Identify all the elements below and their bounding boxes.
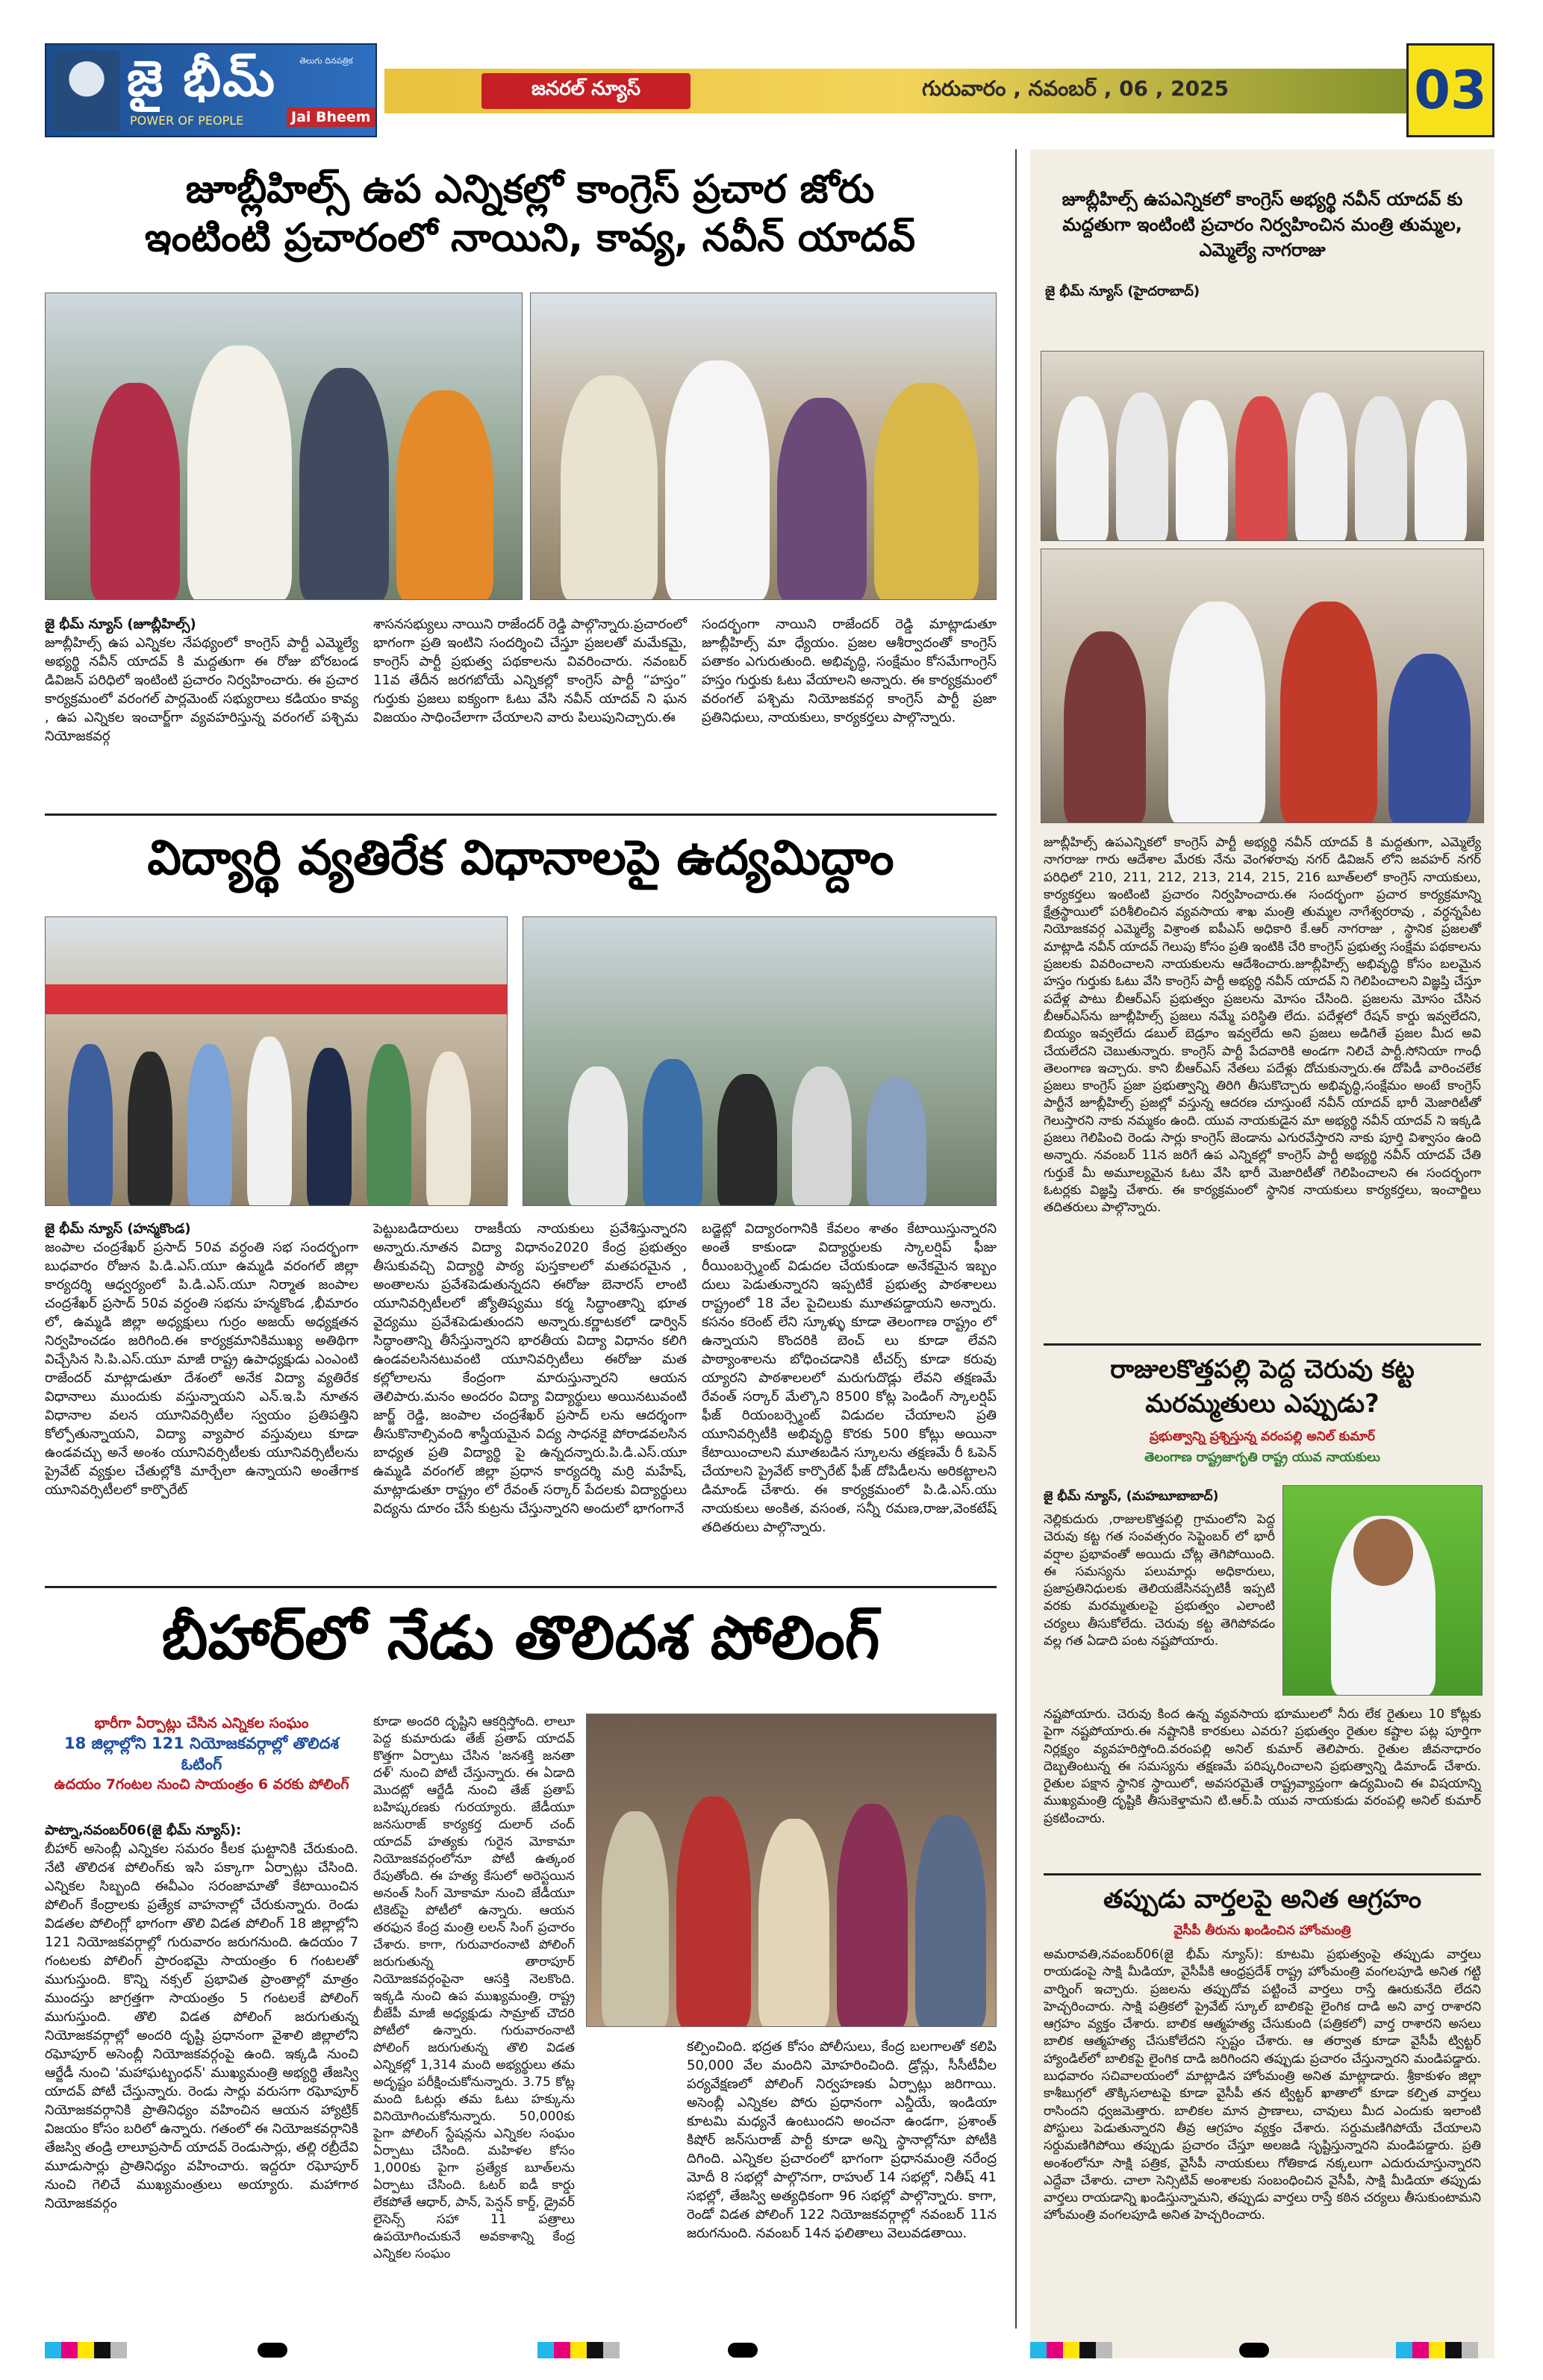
story1-dateline: జై భీమ్ న్యూస్ (జూబ్లీహిల్స్) bbox=[45, 616, 196, 632]
color-registration-bar bbox=[1030, 2342, 1112, 2358]
story1-column-2: శాసనసభ్యులు నాయిని రాజేందర్ రెడ్డి పాల్గొన్నారు.ప్రచారంలో భాగంగా ప్రతి ఇంటిని సందర్శించి చేస్తూ ప్రజలతో మమేకమై, కాంగ్రెస్ పార్టీ ప్రభుత్వ పథకాలను వివరించారు. నవంబర్ 11వ తేదీన జరగబోయే ఎన్నికల్లో కాంగ్రెస్ పార్టీ “హస్తం” గుర్తుకు ప్రజలు ఐక్యంగా ఓటు వేసి నవీన్ యాదవ్ ని ఘన విజయం సాధించేలాగా చేయాలని వారు పిలుపునిచ్చారు.ఈ bbox=[373, 616, 687, 725]
logo-brand: Jai Bheem bbox=[287, 107, 375, 127]
story3-text-1: బీహార్ అసెంబ్లీ ఎన్నికల సమరం కీలక ఘట్టానికి చేరుకుంది. నేటి తొలిదశ పోలింగ్‌కు ఇసి పక్కాగా ఏర్పాట్లు చేసింది. ఎన్నికల సిబ్బంది ఈవీఎం సరంజామాతో కేటాయించిన పోలింగ్ కేంద్రాలకు ప్రత్యేక వాహనాల్లో చేరుకున్నారు. రెండు విడతల పోలింగ్లో భాగంగా తొలి విడత పోలింగ్ 18 జిల్లాల్లోని 121 నియోజకవర్గాల్లో గురువారం జరుగనుంది. ఉదయం 7 గంటలకు పోలింగ్ ప్రారంభమై సాయంత్రం 6 గంటలతో ముగుస్తుంది. కొన్ని నక్సల్ ప్రభావిత ప్రాంతాల్లో మాత్రం ముందస్తు జాగ్రత్తగా సాయంత్రం 5 గంటలకే పోలింగ్ ముగుస్తుంది. తొలి విడత పోలింగ్ జరుగుతున్న నియోజకవర్గాల్లో అందరి దృష్టి ప్రధానంగా వైశాలి జిల్లాలోని రఘోపూర్ అసెంబ్లీ నియోజకవర్గంపై ఉంది. ఇక్కడి నుంచి ఆర్జేడీ నుంచి 'మహాఘట్బంధన్' ముఖ్యమంత్రి అభ్యర్థి తేజస్వి యాదవ్ పోటీ చేస్తున్నారు. రెండు సార్లు వరుసగా రఘోపూర్ నియోజకవర్గానికి ప్రాతినిధ్యం వహించిన ఆయన హ్యాట్రిక్ విజయం కోసం బరిలో ఉన్నారు. గతంలో ఈ నియోజకవర్గానికి తేజస్వి తండ్రి లాలూప్రసాద్ యాదవ్ రెండుసార్లు, తల్లి రబ్రీదేవి మూడుసార్లు ప్రాతినిధ్యం వహించారు. ఇద్దరూ రఘోపూర్ నుంచి గెలిచే ముఖ్యమంత్రులు అయ్యారు. మహాగాఠ నియోజకవర్గం bbox=[45, 1841, 358, 2211]
story3-column-3: కల్పించింది. భద్రత కోసం పోలీసులు, కేంద్ర బలగాలతో కలిపి 50,000 వేల మందిని మోహరించింది. డ్రోన్లు, సీసీటీవీల పర్యవేక్షణలో పోలింగ్ నిర్వహణకు ఏర్పాట్లు జరిగాయి. అసెంబ్లీ ఎన్నికల పోరు ప్రధానంగా ఎన్డీయే, ఇండియా కూటమి మధ్యనే ఉంటుందని అంచనా ఉండగా, ప్రశాంత్ కిషోర్ జన్‌సురాజ్ పార్టీ కూడా అన్ని స్థానాల్లోనూ పోటీకి దిగింది. ఎన్నికల ప్రచారంలో భాగంగా ప్రధానమంత్రి నరేంద్ర మోదీ 8 సభల్లో పాల్గొనగా, రాహుల్ 14 సభల్లో, నితీష్ 41 సభల్లో, తేజస్వి అత్యధికంగా 96 సభల్లో పాల్గొన్నారు. కాగా, రెండో విడత పోలింగ్ 122 నియోజకవర్గాల్లో నవంబర్ 11న జరుగనుంది. నవంబర్ 14న ఫలితాలు వెలువడతాయి. bbox=[687, 2039, 997, 2241]
sidebar-story2-dateline: జై భీమ్ న్యూస్, (మహబూబాబాద్) bbox=[1044, 1489, 1219, 1504]
color-registration-bar bbox=[537, 2342, 620, 2358]
page-number: 03 bbox=[1406, 43, 1494, 137]
story3-subhead-1: భారీగా ఏర్పాట్లు చేసిన ఎన్నికల సంఘం bbox=[94, 1715, 309, 1731]
logo-tagline: POWER OF PEOPLE bbox=[130, 113, 244, 128]
story3-dateline: పాట్నా,నవంబర్06(జై భీమ్ న్యూస్): bbox=[45, 1823, 242, 1838]
sidebar-story2-headline: రాజులకొత్తపల్లి పెద్ద చెరువు కట్ట మరమ్మతులు ఎప్పుడు? bbox=[1110, 1355, 1415, 1419]
story2-photo-left bbox=[45, 916, 508, 1206]
sidebar-body: జూబ్లీహిల్స్ ఉపఎన్నికలో కాంగ్రెస్ పార్టీ అభ్యర్థి నవీన్ యాదవ్ కి మద్దతుగా, ఎమ్మెల్యే నాగరాజు గారు ఆదేశాల మేరకు నేను వెంగళరావు నగర్ డివిజన్ లోని జవహర్ నగర్ పరిధిలో 210, 211, 212, 213, 214, 215, 216 బూత్‌లలో కాంగ్రెస్ నాయకులు, కార్యకర్తలు ఇంటింటి ప్రచారం నిర్వహించారు.ఈ సందర్భంగా ప్రచార కార్యక్రమాన్ని క్షేత్రస్థాయిలో పరిశీలించిన వ్యవసాయ శాఖ మంత్రి తుమ్మల నాగేశ్వరరావు , వర్ధన్నపేట నియోజకవర్గ ఎమ్మెల్యే విశ్రాంత ఐపీఎస్ అధికారి కే.ఆర్ నాగరాజు , స్థానిక ప్రజలతో మాట్లాడి నవీన్ యాదవ్ గెలుపు కోసం ప్రతి ఇంటికి చేరి కాంగ్రెస్ ప్రభుత్వ సంక్షేమ పథకాలను ప్రజలకు వివరించాలని నాయకులను ఆదేశించారు.జూబ్లీహిల్స్ అభివృద్ధి కోసం బలమైన హస్తం గుర్తుకు ఓటు వేసి కాంగ్రెస్ పార్టీ అభ్యర్థి నవీన్ యాదవ్ ని గెలిపించాలని విజ్ఞప్తి చేస్తూ పదేళ్ల పాటు బీఆర్ఎస్ ప్రభుత్వం ప్రజలను మోసం చేసింది. ప్రజలను మోసం చేసిన బీఆర్ఎస్‌ను జూబ్లీహిల్స్ ప్రజలు నమ్మే పరిస్థితి లేదు. పదేళ్లలో రేషన్ కార్డు ఇవ్వలేదని, బియ్యం ఇవ్వలేదు డబుల్ బెడ్రూం ఇవ్వలేదు అని ప్రజలు అడిగితే ప్రజల మీద అవి చేయలేదని చెబుతున్నారు. కాంగ్రెస్ పార్టీ పేదవారికి అండగా నిలిచే పార్టీ.సోనియా గాంధీ తెలంగాణ ఇచ్చారు. కాని బీఆర్ఎస్ నేతలు పదేళ్లు దోచుకున్నారు.ఈ దోపిడీ వారించలేక ప్రజలు కాంగ్రెస్ ప్రజా ప్రభుత్వాన్ని తిరిగి తీసుకొచ్చారు అభివృద్ధి,సంక్షేమం అంటే కాంగ్రెస్ పార్టీనే జూబ్లీహిల్స్ ప్రజల్లో వస్తున్న ఆదరణ చూస్తుంటే నవీన్ యాదవ్ భారీ మెజారిటీతో గెలుస్తారని నాకు నమ్మకం ఉంది. యువ నాయకుడైన మా అభ్యర్థి నవీన్ యాదవ్ ని ఇక్కడి ప్రజలు గెలిపించి రెండు సార్లు కాంగ్రెస్ జెండాను ఎగురవేస్తారని నాకు పూర్తి విశ్వాసం ఉంది అన్నారు. నవంబర్ 11న జరిగే ఉప ఎన్నికల్లో కాంగ్రెస్ పార్టీ అభ్యర్థి నవీన్ యాదవ్ చేతి గుర్తుకే మీ అమూల్యమైన ఓటు వేసి భారీ మెజారిటీతో గెలిపించాలని ఈ సందర్భంగా ఓటర్లకు విజ్ఞప్తి చేశారు. ఈ కార్యక్రమంలో స్థానిక నాయకులు కార్యకర్తలు, ఇంచార్జిలు తదితరులు పాల్గొన్నారు. bbox=[1044, 835, 1481, 1216]
story2-dateline: జై భీమ్ న్యూస్ (హన్మకొండ) bbox=[45, 1221, 191, 1237]
newspaper-logo bbox=[45, 43, 377, 137]
story2-headline: విద్యార్థి వ్యతిరేక విధానాలపై ఉద్యమిద్దాం bbox=[147, 831, 894, 886]
sidebar-headline: జూబ్లీహిల్స్ ఉపఎన్నికలో కాంగ్రెస్ అభ్యర్థి నవీన్ యాదవ్ కు మద్దతుగా ఇంటింటి ప్రచారం నిర్వహించిన మంత్రి తుమ్మల, ఎమ్మెల్యే నాగరాజు bbox=[1062, 189, 1463, 260]
story3-column-2: కూడా అందరి దృష్టిని ఆకర్షిస్తోంది. లాలూ పెద్ద కుమారుడు తేజ్ ప్రతాప్ యాదవ్ కొత్తగా ఏర్పాటు చేసిన 'జనశక్తి జనతా దళ్' నుంచి పోటీ చేస్తున్నారు. ఈ ఏడాది మొదట్లో ఆర్జేడీ నుంచి తేజ్ ప్రతాప్ బహిష్కరణకు గురయ్యారు. జేడీయూ జనసురాజ్ కార్యకర్త దులార్ చంద్ యాదవ్ హత్యకు గురైన మోకామా నియోజకవర్గంలోనూ పోటీ ఉత్కంఠ రేపుతోంది. ఈ హత్య కేసులో అరెస్టయిన అనంత్ సింగ్ మోకామా నుంచి జేడీయూ టికెట్‌పై పోటీలో ఉన్నారు. ఆయన తరఫున కేంద్ర మంత్రి లలన్ సింగ్ ప్రచారం చేశారు. కాగా, గురువారంనాటి పోలింగ్ జరుగుతున్న తారాపూర్ నియోజకవర్గంపైనా ఆసక్తి నెలకొంది. ఇక్కడి నుంచి ఉప ముఖ్యమంత్రి, రాష్ట్ర బీజేపీ మాజీ అధ్యక్షుడు సామ్రాట్ చౌదరి పోటీలో ఉన్నారు. గురువారంనాటి పోలింగ్ జరుగుతున్న తొలి విడత ఎన్నికల్లో 1,314 మంది అభ్యర్థులు తమ అదృష్టం పరీక్షించుకోనున్నారు. 3.75 కోట్ల మంది ఓటర్లు తమ ఓటు హక్కును వినియోగించుకోనున్నారు. 50,000కు పైగా పోలింగ్ స్టేషన్లను ఎన్నికల సంఘం ఏర్పాటు చేసింది. మహిళల కోసం 1,000కు పైగా ప్రత్యేక బూత్‌లను ఏర్పాటు చేసింది. ఓటర్ ఐడీ కార్డు లేకపోతే ఆధార్, పాన్, పెన్షన్ కార్డ్, డ్రైవర్ లైసెన్స్ సహా 11 పత్రాలు ఉపయోగించుకునే అవకాశాన్ని కేంద్ర ఎన్నికల సంఘం bbox=[373, 1714, 575, 2261]
story3-subheads bbox=[45, 1714, 358, 1794]
story2-column-2: పెట్టుబడిదారులు రాజకీయ నాయకులు ప్రవేశిస్తున్నారని అన్నారు.నూతన విద్యా విధానం2020 కేంద్ర ప్రభుత్వం తీసుకువచ్చి విద్యార్థి పాఠ్య పుస్తకాలలో మతపరమైన , అంతాలను ప్రవేశపెడుతున్నదని ఈరోజు బెనారస్ లాంటి యూనివర్సిటీలలో జ్యోతిష్యము కర్మ సిద్ధాంతాన్ని భూత వైద్యము ప్రవేశపెడుతుందని అన్నారు.కర్ణాటకలో డార్విన్ సిద్ధాంతాన్ని తీసేస్తున్నారని భారతీయ విద్యా విధానం కలిగి ఉండవలసినటువంటి యూనివర్సిటీలు ఈరోజు మత కల్లోలాలను కేంద్రంగా మారుస్తున్నారని ఆయన తెలిపారు.మనం అందరం విద్యా విద్యార్థులు అయినటువంటి జార్జ్ రెడ్డి, జంపాల చంద్రశేఖర్ ప్రసాద్ లను ఆదర్శంగా తీసుకొనాల్సివంది శాస్త్రీయమైన విద్య సాధనకై పోరాడవలసిన బాధ్యత ప్రతి విద్యార్థి పై ఉన్నదన్నారు.పి.డి.ఎస్.యూ ఉమ్మడి వరంగల్ జిల్లా ప్రధాన కార్యదర్శి మర్రి మహేష్, మాట్లాడుతూ రాష్ట్రం లో రేవంత్ సర్కార్ పేదలకు విద్యార్థులు విద్యను దూరం చేసే కుట్రను చేస్తున్నారని అందులో భాగంగానే bbox=[373, 1221, 687, 1517]
sidebar-story2-column-2: నష్టపోయారు. చెరువు కింద ఉన్న వ్యవసాయ భూములలో నీరు లేక రైతులు 10 కోట్లకు పైగా నష్టపోయారు.ఈ నష్టానికి కారకులు ఎవరు? ప్రభుత్వం రైతుల కష్టాల పట్ల పూర్తిగా నిర్లక్ష్యం వ్యవహరిస్తోంది.వరంపల్లి అనిల్ కుమార్ తెలిపారు. రైతుల జీవనాధారం దెబ్బతింటున్న ఈ సమస్యను తక్షణమే పరిష్కరించాలని ప్రభుత్వాన్ని డిమాండ్ చేశారు. రైతుల పక్షాన స్థానిక స్థాయిలో, అవసరమైతే రాష్ట్రవ్యాప్తంగా ఉద్యమించి ఈ విషయాన్ని ముఖ్యమంత్రి దృష్టికి తీసుకెళ్తామని టి.ఆర్.పి యువ నాయకుడు వరంపల్లి అనిల్ కుమార్ ప్రకటించారు. bbox=[1044, 1707, 1481, 1826]
story2-column-3: బడ్జెట్లో విద్యారంగానికి కేవలం శాతం కేటాయిస్తున్నారని అంతే కాకుండా విద్యార్థులకు స్కాలర్షిప్ ఫీజు రీయింబర్స్మెంట్ విడుదల చేయకుండా అనేకమైన ఇబ్బం దులు పెడుతున్నారని ఇప్పటికే ప్రభుత్వ పాఠశాలలు రాష్ట్రంలో 18 వేల పైచిలుకు మూతపడ్డాయని అన్నారు. కసనం కరెంట్ లేని స్కూళ్ళు కూడా తెలంగాణ రాష్ట్రం లో ఉన్నాయని కొందరికి బెంచ్ లు కూడా లేవని పాఠ్యాంశాలను బోధించడానికి టీచర్స్ కూడా కరువు య్యారని పాఠశాలలలో మరుగుదొడ్లు లేవని తక్షణమే రేవంత్ సర్కార్ మేల్కొని 8500 కోట్ల పెండింగ్ స్కాలర్షిప్ ఫీజ్ రియంబర్స్మెంట్ విడుదల చేయాలని ప్రతి యూనివర్సిటీకి అభివృద్ధి కొరకు 500 కోట్లు అయినా కేటాయించాలని మూతబడిన స్కూలను తక్షణమే రీ ఓపెన్ చేయాలని ప్రైవేట్ కార్పొరేట్ ఫీజ్ దోపిడీలను అరికట్టాలని డిమాండ్ చేశారు. ఈ కార్యక్రమంలో పి.డి.ఎస్.యు నాయకులు అంకిత, వసంత, సన్నీ రమణ,రాజు,వెంకటేష్ తదితరులు పాల్గొన్నారు. bbox=[702, 1221, 997, 1535]
sidebar-story3-headline: తప్పుడు వార్తలపై అనిత ఆగ్రహం bbox=[1103, 1884, 1421, 1914]
masthead-band bbox=[384, 69, 1430, 113]
sidebar-story3-subhead: వైసీపీ తీరును ఖండించిన హోంమంత్రి bbox=[1173, 1923, 1351, 1938]
registration-mark bbox=[258, 2343, 287, 2358]
color-registration-bar bbox=[1396, 2342, 1478, 2358]
story3-subhead-3: ఉదయం 7గంటల నుంచి సాయంత్రం 6 వరకు పోలింగ్ bbox=[54, 1776, 349, 1793]
divider bbox=[45, 1586, 997, 1588]
divider bbox=[1044, 1873, 1481, 1875]
story1-text-1: జూబ్లీహిల్స్ ఉప ఎన్నికల నేపథ్యంలో కాంగ్రెస్ పార్టీ ఎమ్మెల్యే అభ్యర్థి నవీన్ యాదవ్ కి మద్దతుగా ఈ రోజు బోరబండ డివిజన్ పరిధిలో ఇంటింటి ప్రచారం నిర్వహించారు. ఈ ప్రచార కార్యక్రమంలో వరంగల్ పార్లమెంట్ సభ్యురాలు కడియం కావ్య , ఉప ఎన్నికల ఇంచార్జ్‌గా వ్యవహరిస్తున్న వరంగల్ పశ్చిమ నియోజకవర్గ bbox=[45, 635, 358, 744]
divider bbox=[45, 813, 997, 816]
story1-photo-right bbox=[530, 293, 997, 600]
sidebar-story2-column-1: నెల్లికుదురు ,రాజులకొత్తపల్లి గ్రామంలోని పెద్ద చెరువు కట్ట గత సంవత్సరం సెప్టెంబర్ లో భారీ వర్షాల ప్రభావంతో అయిదు చోట్ల తెగిపోయింది. ఈ సమస్యను పలుమార్లు అధికారులు, ప్రజాప్రతినిధులకు తెలియజేసినప్పటికీ ఇప్పటి వరకు మరమ్మతులపై ప్రభుత్వం ఎలాంటి చర్యలు తీసుకోలేదు. చెరువు కట్ట తెగిపోవడం వల్ల గత ఏడాది పంట నష్టపోయారు. bbox=[1044, 1512, 1275, 1649]
story2-photo-right bbox=[523, 916, 997, 1206]
sidebar-story3-body: అమరావతి,నవంబర్06(జై భీమ్ న్యూస్): కూటమి ప్రభుత్వంపై తప్పుడు వార్తలు రాయడంపై సాక్షి మీడియా, వైసీపీకి ఆంధ్రప్రదేశ్ రాష్ట్ర హోంమంత్రి వంగలపూడి అనిత గట్టి వార్నింగ్ ఇచ్చారు. ప్రజలను తప్పుదోవ పట్టించే వార్తలు రాస్తే ఊరుకునేది లేదని హెచ్చరించారు. సాక్షి పత్రికలో ప్రైవేట్ స్కూల్ బాలికపై లైంగిక దాడి అని వార్త రాశారని ఆగ్రహం వ్యక్తం చేశారు. బాలిక ఆత్మహత్య చేసుకుంది (పత్రికలో) వార్త రాశారని అసలు బాలిక ఆత్మహత్య చేసుకోలేదని స్పష్టం చేశారు. ఆ తర్వాత కూడా వైసీపీ ట్విట్టర్ హ్యాండిల్‌లో బాలికపై లైంగిక దాడి జరిగిందని తప్పుడు ప్రచారం చేస్తున్నారని మండిపడ్డారు. బుధవారం సచివాలయంలో మాట్లాడిన హోంమంత్రి అనిత మాట్లాడారు. శ్రీకాకుళం జిల్లా కాశీబుగ్గలో తొక్కిసలాటపై కూడా వైసీపీ తన ట్విట్టర్ ఖాతాలో కూడా కల్పిత వార్తలు రాసిందని ధ్వజమెత్తారు. బాలికల మాన ప్రాణాలు, చావులు మీద ఎందుకు ఇలాంటి పోస్టులు పెడుతున్నారని తీవ్ర ఆగ్రహం వ్యక్తం చేశారు. సర్దుమణిగిపోయే చేయాలని సర్దుమణిగిపోయి తప్పుడు ప్రచారం చేస్తూ అలజడి సృష్టిస్తున్నారని మండిపడ్డారు. ప్రతి అంశంలోనూ సాక్షి పత్రిక, వైసీపీ నాయకులు గోతికాడ నక్కలుగా ఎదురుచూస్తున్నారని ఎద్దేవా చేశారు. చాలా సెన్సిటివ్ అంశాలకు సంబంధించిన వైసీపీ, సాక్షి మీడియా తప్పుడు వార్తలు రాయడాన్ని ఖండిస్తున్నామని, తప్పుడు వార్తలు రాస్తే కఠిన చర్యలు తీసుకుంటామని హోంమంత్రి వంగలపూడి అనిత హెచ్చరించారు. bbox=[1044, 1947, 1481, 2223]
sidebar bbox=[1030, 149, 1494, 2358]
column-divider bbox=[1015, 149, 1017, 2329]
divider bbox=[1044, 1343, 1481, 1346]
portrait-icon bbox=[54, 51, 119, 131]
masthead bbox=[45, 43, 1494, 137]
story1-column-1 bbox=[45, 615, 358, 746]
sidebar-photo-bottom bbox=[1041, 549, 1484, 823]
story2-column-1 bbox=[45, 1219, 358, 1499]
sidebar-photo-top bbox=[1041, 351, 1484, 541]
section-label: జనరల్ న్యూస్ bbox=[481, 73, 691, 109]
story1-headline-line1: జూబ్లీహిల్స్ ఉప ఎన్నికల్లో కాంగ్రెస్ ప్రచార జోరు bbox=[185, 167, 875, 212]
logo-title: జై భీమ్ bbox=[127, 49, 276, 107]
issue-date: గురువారం , నవంబర్ , 06 , 2025 bbox=[922, 76, 1229, 101]
story2-text-1: జంపాల చంద్రశేఖర్ ప్రసాద్ 50వ వర్ధంతి సభ సందర్భంగా బుధవారం రోజున పి.డి.ఎస్.యూ ఉమ్మడి వరంగల్ జిల్లా కార్యదర్శి ఆధ్వర్యంలో పి.డి.ఎస్.యూ నిర్మాత జంపాల చంద్రశేఖర్ ప్రసాద్ 50వ వర్ధంతి సభను హన్మకొండ ,భీమారం లో, ఉమ్మడి జిల్లా అధ్యక్షులు గుర్రం అజయ్ అధ్యక్షతన నిర్వహించడం జరిగింది.ఈ కార్యక్రమానికిముఖ్య అతిథిగా విచ్చేసిన సి.పి.ఎస్.యూ మాజీ రాష్ట్ర ఉపాధ్యక్షుడు ఎంఎంటి రాజేందర్ మాట్లాడుతూ దేశంలో అనేక విద్యా వ్యతిరేక విధానాలు ముందుకు వస్తున్నాయని ఎన్.ఇ.పి నూతన విధానాల వలన యూనివర్సిటీల స్వయం ప్రతిపత్తిని కోల్పోతున్నాయని, విద్యా వ్యాపార వస్తువులు కూడా ఉండవచ్చు అనే అంశం యూనివర్సిటీలకు యూనివర్సిటీలను ప్రైవేట్ వ్యక్తుల చేతుల్లోకి మార్చేలా ఉన్నాయని అంతేగాక యూనివర్సిటీలలో కార్పొరేట్ bbox=[45, 1240, 358, 1498]
sidebar-story2-subhead-2: తెలంగాణ రాష్ట్రజాగృతి రాష్ట్ర యువ నాయకులు bbox=[1144, 1450, 1380, 1465]
logo-subtitle: తెలుగు దినపత్రిక bbox=[299, 56, 353, 66]
story1-column-3: సందర్భంగా నాయిని రాజేందర్ రెడ్డి మాట్లాడుతూ జూబ్లీహిల్స్ మా ధ్యేయం. ప్రజల ఆశీర్వాదంతో కాంగ్రెస్ పతాకం ఎగురుతుంది. అభివృద్ధి, సంక్షేమం కోసమేగాంగ్రెస్ హస్తం గుర్తుకు ఓటు వేయాలని అన్నారు. ఈ కార్యక్రమంలో వరంగల్ పశ్చిమ నియోజకవర్గ కాంగ్రెస్ పార్టీ ప్రజా ప్రతినిధులు, నాయకులు, కార్యకర్తలు పాల్గొన్నారు. bbox=[702, 616, 997, 725]
sidebar-story2-subhead-1: ప్రభుత్వాన్ని ప్రశ్నిస్తున్న వరంపల్లి అనిల్ కుమార్ bbox=[1149, 1429, 1376, 1444]
story1-headline bbox=[45, 166, 1015, 263]
sidebar-dateline: జై భీమ్ న్యూస్ (హైదరాబాద్) bbox=[1045, 284, 1200, 299]
story3-headline: బీహార్‌లో నేడు తొలిదశ పోలింగ్ bbox=[161, 1603, 880, 1672]
story1-photo-left bbox=[45, 293, 523, 600]
story3-photo bbox=[586, 1714, 997, 2027]
color-registration-bar bbox=[45, 2342, 127, 2358]
registration-mark bbox=[1239, 2343, 1269, 2358]
story3-column-1 bbox=[45, 1821, 358, 2213]
story1-headline-line2: ఇంటింటి ప్రచారంలో నాయిని, కావ్య, నవీన్ యాదవ్ bbox=[144, 216, 916, 260]
registration-mark bbox=[728, 2343, 758, 2358]
sidebar-story2-portrait bbox=[1282, 1485, 1483, 1696]
story3-subhead-2: 18 జిల్లాల్లోని 121 నియోజకవర్గాల్లో తొలిదశ ఓటింగ్ bbox=[63, 1734, 339, 1773]
